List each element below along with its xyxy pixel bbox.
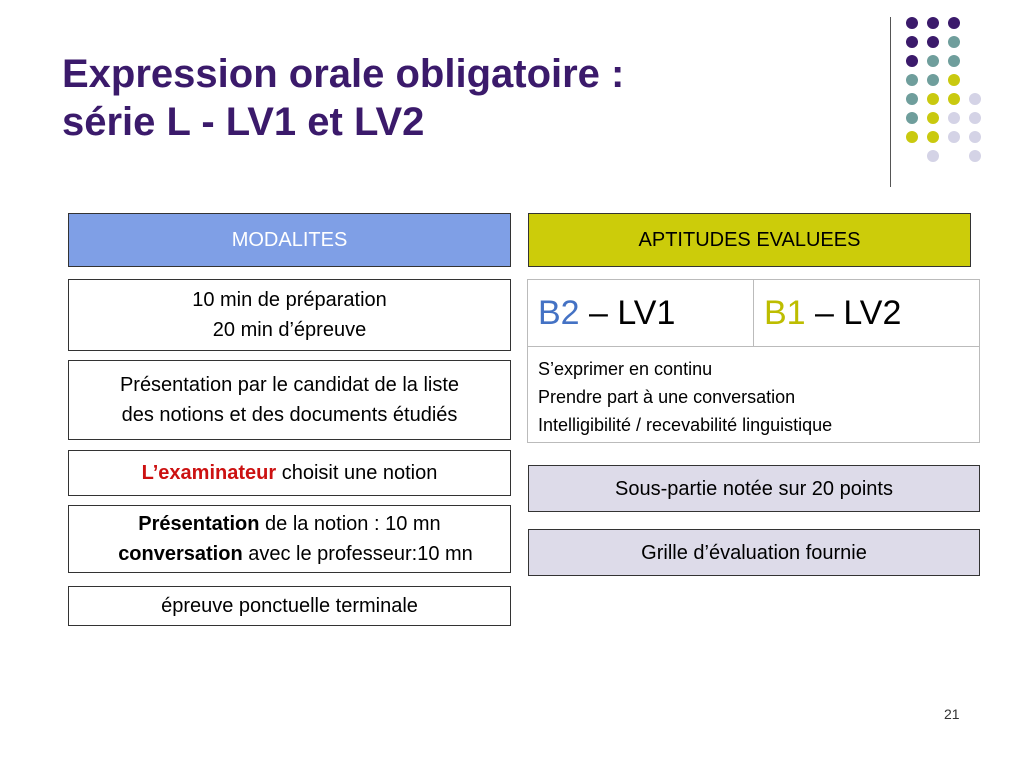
modalites-header <box>68 213 511 267</box>
decorative-dot <box>948 93 960 105</box>
duration-exam-text: 20 min d’épreuve <box>212 319 367 341</box>
aptitudes-table <box>527 279 980 443</box>
decorative-dot <box>927 93 939 105</box>
decorative-dot <box>927 17 939 29</box>
aptitudes-header-label: APTITUDES EVALUEES <box>638 229 861 251</box>
skill-item: S’exprimer en continu <box>538 359 713 379</box>
examiner-emphasis: L’examinateur <box>141 462 277 484</box>
decorative-divider <box>890 17 891 187</box>
examiner-text <box>142 458 438 488</box>
decorative-dot <box>906 93 918 105</box>
decorative-dot <box>927 36 939 48</box>
score-note-text: Sous-partie notée sur 20 points <box>615 477 893 500</box>
modalites-presentation-list-box <box>68 360 511 440</box>
duration-prep-text: 10 min de préparation <box>192 289 387 311</box>
conversation-rest: avec le professeur:10 mn <box>242 543 473 565</box>
score-note-box <box>528 465 980 512</box>
modalites-terminal-box <box>68 586 511 626</box>
skill-item: Prendre part à une conversation <box>538 387 796 407</box>
decorative-dot <box>948 55 960 67</box>
decorative-dot <box>948 17 960 29</box>
decorative-dot <box>927 131 939 143</box>
decorative-dot <box>948 36 960 48</box>
skill-item: Intelligibilité / recevabilité linguistique <box>538 415 833 435</box>
conversation-emphasis: conversation <box>118 543 243 565</box>
modalites-duration-box <box>68 279 511 351</box>
aptitudes-cell-lv2 <box>753 280 979 346</box>
decorative-dot <box>927 150 939 162</box>
terminal-exam-text: épreuve ponctuelle terminale <box>161 595 418 617</box>
level-b1: B1 <box>764 293 806 332</box>
decorative-dot <box>969 131 981 143</box>
decorative-dot <box>969 112 981 124</box>
conversation-line <box>118 539 473 569</box>
presentation-list-line2: des notions et des documents étudiés <box>121 404 458 426</box>
slide-title-line1: Expression orale obligatoire : <box>62 52 625 96</box>
decorative-dot <box>948 131 960 143</box>
evaluation-grid-text: Grille d’évaluation fournie <box>641 541 867 564</box>
decorative-dot <box>948 74 960 86</box>
aptitudes-cell-lv1 <box>528 280 753 346</box>
decorative-dot <box>948 112 960 124</box>
examiner-rest: choisit une notion <box>276 462 438 484</box>
label-lv2: – LV2 <box>805 293 902 332</box>
aptitudes-table-header-row <box>528 280 979 347</box>
presentation-rest: de la notion : 10 mn <box>259 513 441 535</box>
decorative-dot-grid <box>906 17 996 167</box>
presentation-list-line1: Présentation par le candidat de la liste <box>119 374 460 396</box>
decorative-dot <box>927 55 939 67</box>
decorative-dot <box>906 74 918 86</box>
presentation-notion-line <box>138 509 440 539</box>
decorative-dot <box>906 36 918 48</box>
modalites-presentation-conversation-box <box>68 505 511 573</box>
page-number: 21 <box>944 706 960 722</box>
decorative-dot <box>906 112 918 124</box>
presentation-emphasis: Présentation <box>138 513 260 535</box>
evaluation-grid-box <box>528 529 980 576</box>
level-b2: B2 <box>538 293 580 332</box>
modalites-header-label: MODALITES <box>231 229 348 251</box>
decorative-dot <box>906 17 918 29</box>
decorative-dot <box>969 93 981 105</box>
aptitudes-skills-row <box>528 347 979 447</box>
slide-title-line2: série L - LV1 et LV2 <box>62 100 425 144</box>
decorative-dot <box>927 74 939 86</box>
decorative-dot <box>906 55 918 67</box>
decorative-dot <box>927 112 939 124</box>
aptitudes-header <box>528 213 971 267</box>
modalites-examiner-box <box>68 450 511 496</box>
slide-title <box>62 50 624 146</box>
decorative-dot <box>906 131 918 143</box>
label-lv1: – LV1 <box>579 293 676 332</box>
decorative-dot <box>969 150 981 162</box>
